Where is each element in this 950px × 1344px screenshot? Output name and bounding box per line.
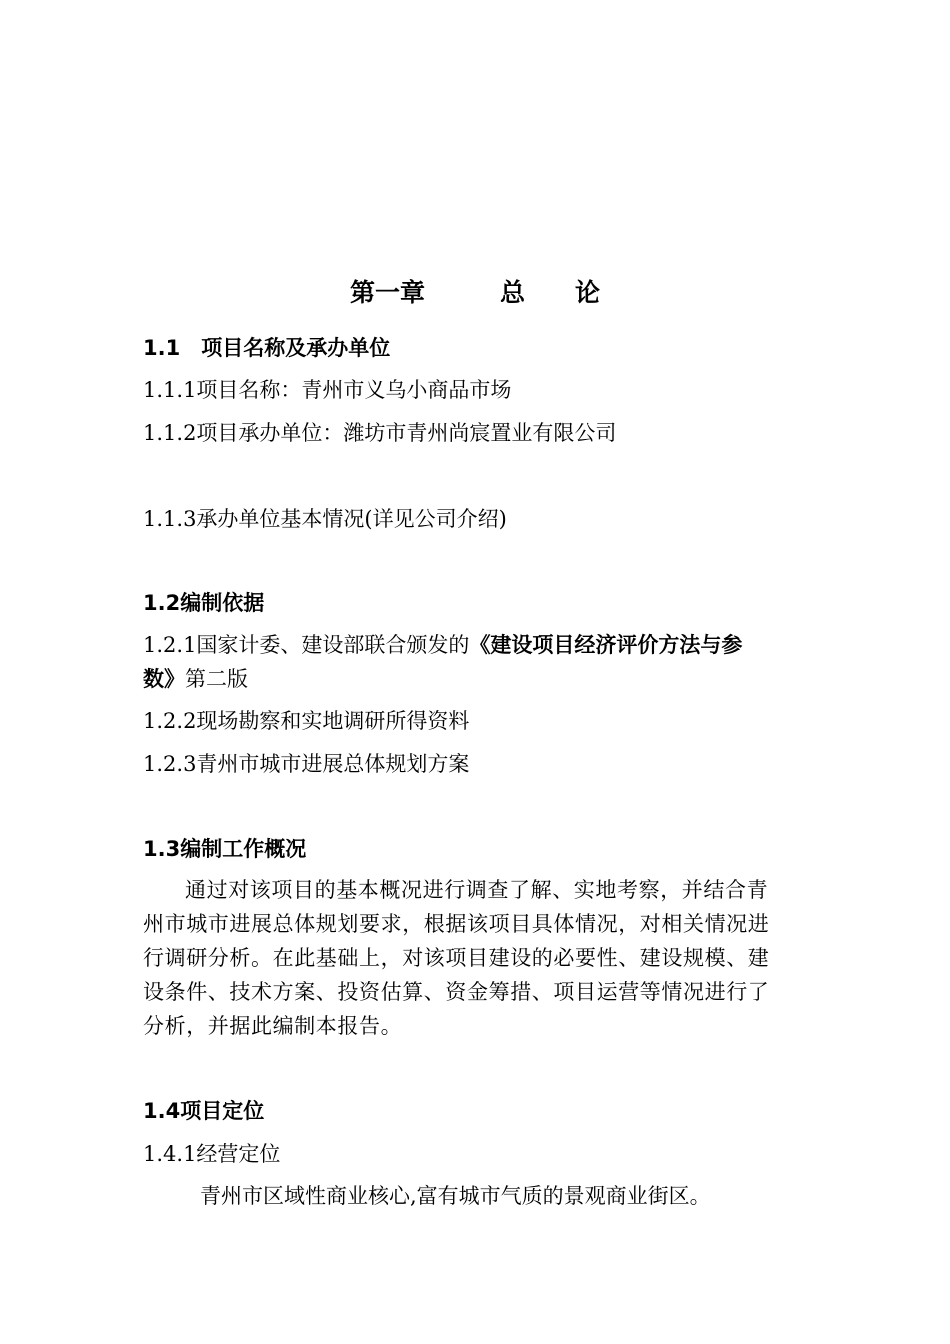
item-1-2-2: 1.2.2现场勘察和实地调研所得资料 (143, 709, 470, 733)
item-1-4-1-text: 青州市区域性商业核心,富有城市气质的景观商业街区。 (200, 1184, 711, 1208)
section-1-3-heading: 1.3编制工作概况 (143, 837, 307, 861)
paragraph-line: 设条件、技术方案、投资估算、资金筹措、项目运营等情况进行了 (143, 980, 770, 1004)
item-1-2-1-suffix: 第二版 (185, 667, 248, 691)
item-1-1-1: 1.1.1项目名称：青州市义乌小商品市场 (143, 378, 512, 402)
item-1-1-2: 1.1.2项目承办单位：潍坊市青州尚宸置业有限公司 (143, 421, 617, 445)
item-1-2-1-line1 (143, 630, 813, 660)
section-1-3-paragraph (143, 873, 813, 1043)
section-1-4-heading: 1.4项目定位 (143, 1099, 265, 1123)
item-1-2-1-prefix: 1.2.1国家计委、建设部联合颁发的 (143, 633, 470, 657)
item-1-2-1-book-title-cont: 数》 (143, 667, 185, 691)
section-1-1-heading: 1.1 项目名称及承办单位 (143, 336, 391, 360)
item-1-2-1-book-title: 《建设项目经济评价方法与参 (469, 633, 743, 657)
paragraph-line: 行调研分析。在此基础上，对该项目建设的必要性、建设规模、建 (143, 946, 770, 970)
item-1-2-1-line2 (143, 664, 813, 694)
chapter-title: 第一章 总 论 (349, 278, 600, 307)
item-1-4-1: 1.4.1经营定位 (143, 1142, 281, 1166)
item-1-2-3: 1.2.3青州市城市进展总体规划方案 (143, 752, 470, 776)
section-1-2-heading: 1.2编制依据 (143, 591, 265, 615)
paragraph-line: 州市城市进展总体规划要求，根据该项目具体情况，对相关情况进 (143, 912, 770, 936)
paragraph-line: 分析，并据此编制本报告。 (143, 1014, 403, 1038)
item-1-1-3: 1.1.3承办单位基本情况(详见公司介绍) (143, 507, 507, 531)
paragraph-line: 通过对该项目的基本概况进行调查了解、实地考察，并结合青 (185, 878, 769, 902)
